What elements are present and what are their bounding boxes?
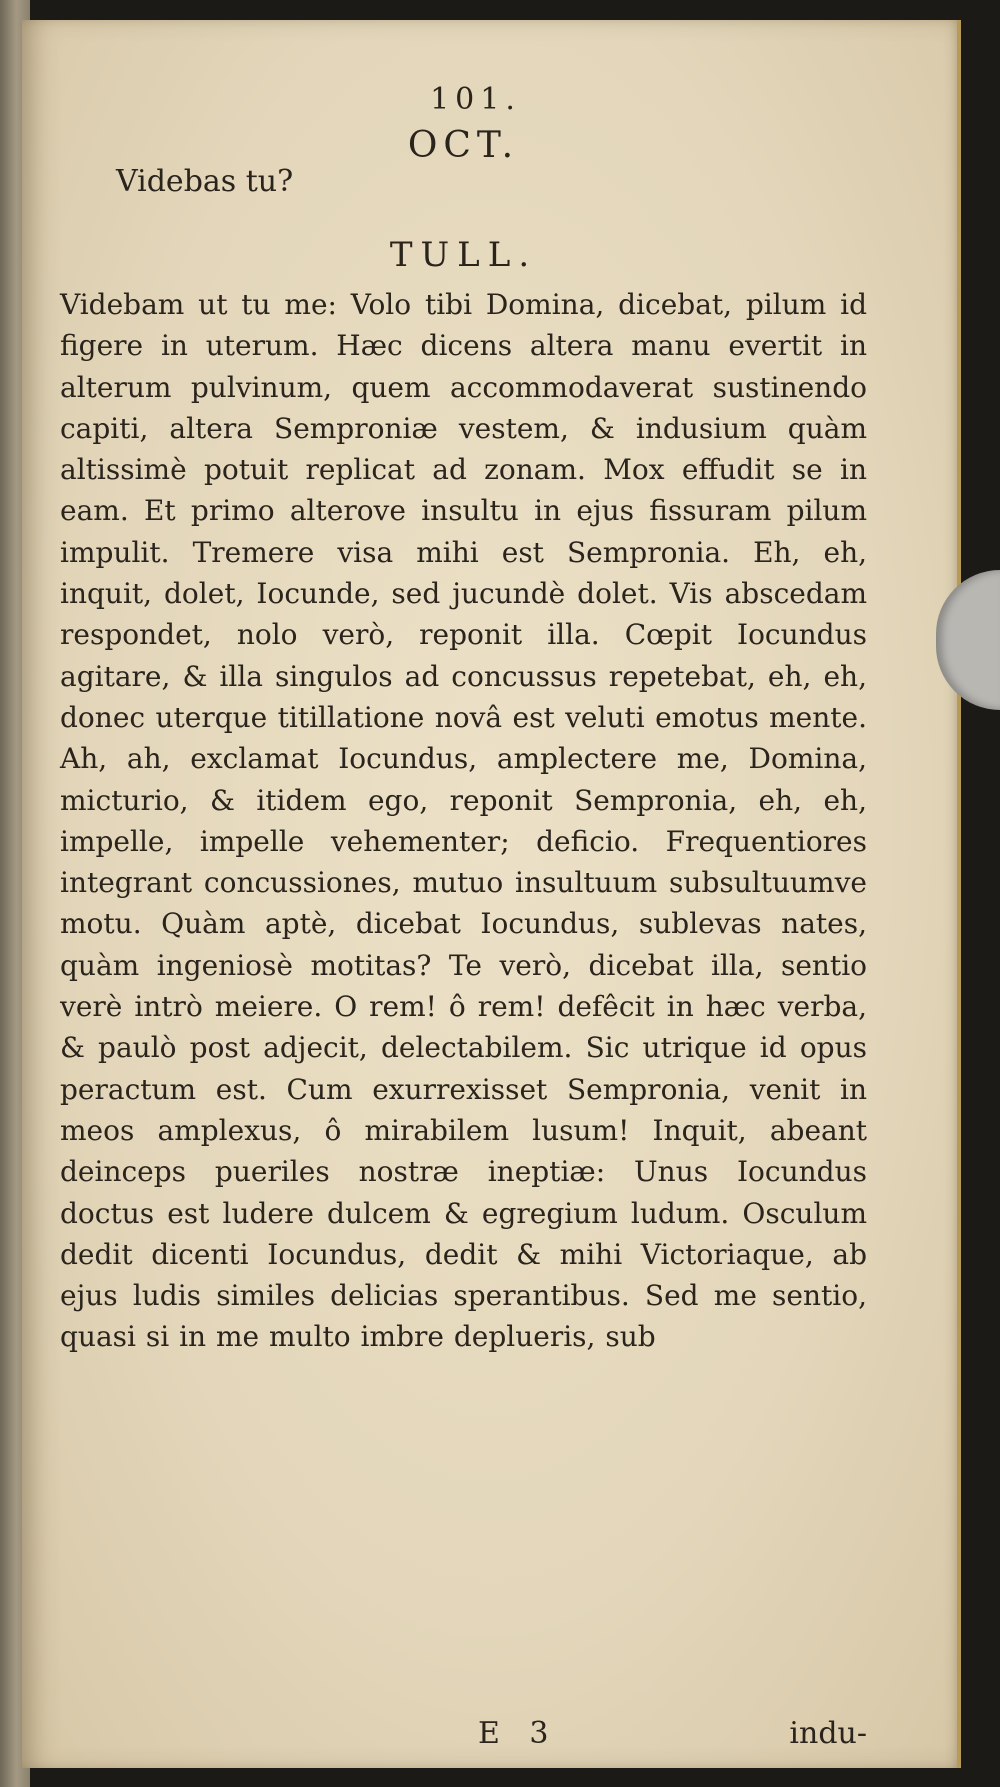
- dialogue-question: Videbas tu?: [116, 164, 294, 199]
- page-number: 101.: [430, 82, 521, 117]
- signature-mark: E 3: [478, 1716, 559, 1751]
- page-footer: [60, 1712, 867, 1756]
- body-paragraph: Videbam ut tu me: Volo tibi Domina, dicebat, pilum id figere in uterum. Hæc dicens altera manu evertit in alterum pulvinum, quem accommodaverat sustinendo capiti, altera Semproniæ vestem, & indusium quàm altissimè potuit replicat ad zonam. Mox effudit se in eam. Et primo alterove insultu in ejus fissuram pilum impulit. Tremere visa mihi est Sempronia. Eh, eh, inquit, dolet, Iocunde, sed jucundè dolet. Vis abscedam respondet, nolo verò, reponit illa. Cœpit Iocundus agitare, & illa singulos ad concussus repetebat, eh, eh, donec uterque titillatione novâ est veluti emotus mente. Ah, ah, exclamat Iocundus, amplectere me, Domina, micturio, & itidem ego, reponit Sempronia, eh, eh, impelle, impelle vehementer; deficio. Frequentiores integrant concussiones, mutuo insultuum subsultuumve motu. Quàm aptè, dicebat Iocundus, sublevas nates, quàm ingeniosè motitas? Te verò, dicebat illa, sentio verè intrò meiere. O rem! ô rem! defêcit in hæc verba, & paulò post adjecit, delectabilem. Sic utrique id opus peractum est. Cum exurrexisset Sempronia, venit in meos amplexus, ô mirabilem lusum! Inquit, abeant deinceps pueriles nostræ ineptiæ: Unus Iocundus doctus est ludere dulcem & egregium ludum. Osculum dedit dicenti Iocundus, dedit & mihi Victoriaque, ab ejus ludis similes delicias sperantibus. Sed me sentio, quasi si in me multo imbre deplueris, sub: [60, 288, 867, 1354]
- book-page: [22, 20, 961, 1768]
- speaker-heading-tull: TULL.: [389, 235, 538, 275]
- speaker-heading-oct: OCT.: [407, 125, 520, 166]
- text-block: [60, 80, 867, 1358]
- catchword: indu-: [789, 1716, 867, 1751]
